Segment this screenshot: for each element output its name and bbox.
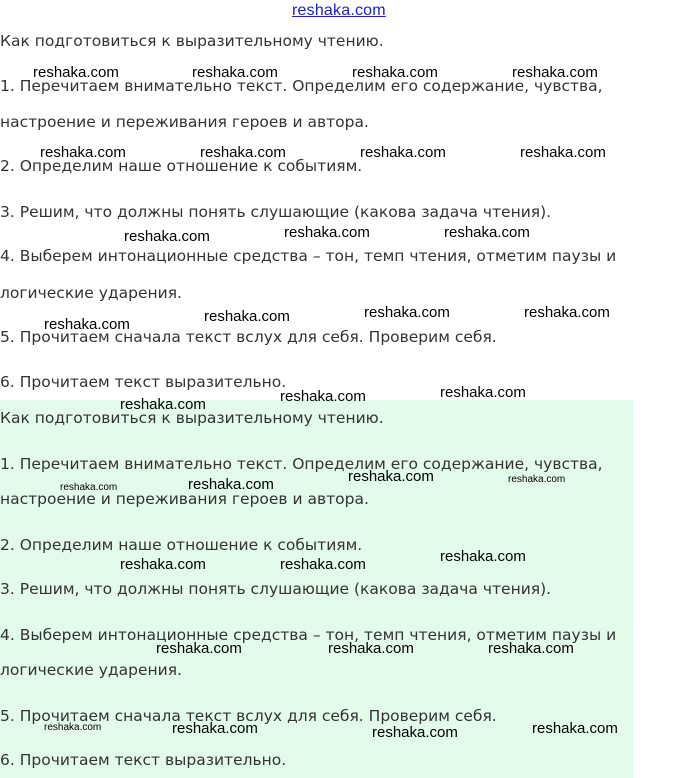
- step-line: 3. Решим, что должны понять слушающие (какова задача чтения).: [0, 580, 552, 598]
- watermark-text: reshaka.com: [44, 722, 102, 733]
- watermark-text: reshaka.com: [192, 64, 278, 81]
- watermark-text: reshaka.com: [60, 482, 118, 493]
- watermark-text: reshaka.com: [44, 316, 130, 333]
- watermark-text: reshaka.com: [508, 474, 566, 485]
- watermark-text: reshaka.com: [488, 640, 574, 657]
- step-line: настроение и переживания героев и автора.: [0, 113, 369, 131]
- step-line: 6. Прочитаем текст выразительно.: [0, 373, 287, 391]
- watermark-text: reshaka.com: [360, 144, 446, 161]
- watermark-text: reshaka.com: [40, 144, 126, 161]
- watermark-text: reshaka.com: [156, 640, 242, 657]
- watermark-text: reshaka.com: [284, 224, 370, 241]
- step-line: настроение и переживания героев и автора.: [0, 490, 369, 508]
- watermark-text: reshaka.com: [280, 388, 366, 405]
- watermark-text: reshaka.com: [204, 308, 290, 325]
- step-line: логические ударения.: [0, 661, 182, 679]
- step-line: 5. Прочитаем сначала текст вслух для себя. Проверим себя.: [0, 707, 497, 725]
- watermark-text: reshaka.com: [532, 720, 618, 737]
- site-link[interactable]: reshaka.com: [292, 2, 386, 19]
- block-title: Как подготовиться к выразительному чтению.: [0, 32, 384, 50]
- watermark-text: reshaka.com: [372, 724, 458, 741]
- step-line: 2. Определим наше отношение к событиям.: [0, 157, 363, 175]
- block-title: Как подготовиться к выразительному чтению.: [0, 409, 384, 427]
- watermark-text: reshaka.com: [328, 640, 414, 657]
- watermark-text: reshaka.com: [440, 548, 526, 565]
- watermark-text: reshaka.com: [520, 144, 606, 161]
- step-line: 2. Определим наше отношение к событиям.: [0, 536, 363, 554]
- step-line: 3. Решим, что должны понять слушающие (какова задача чтения).: [0, 203, 552, 221]
- watermark-text: reshaka.com: [352, 64, 438, 81]
- step-line: логические ударения.: [0, 284, 182, 302]
- watermark-text: reshaka.com: [280, 556, 366, 573]
- watermark-text: reshaka.com: [33, 64, 119, 81]
- watermark-text: reshaka.com: [120, 556, 206, 573]
- step-line: 1. Перечитаем внимательно текст. Определим его содержание, чувства,: [0, 455, 603, 473]
- watermark-text: reshaka.com: [364, 304, 450, 321]
- watermark-text: reshaka.com: [124, 228, 210, 245]
- watermark-text: reshaka.com: [524, 304, 610, 321]
- watermark-text: reshaka.com: [348, 468, 434, 485]
- watermark-text: reshaka.com: [172, 720, 258, 737]
- step-line: 6. Прочитаем текст выразительно.: [0, 751, 287, 769]
- watermark-text: reshaka.com: [200, 144, 286, 161]
- watermark-text: reshaka.com: [188, 476, 274, 493]
- step-line: 1. Перечитаем внимательно текст. Определим его содержание, чувства,: [0, 77, 603, 95]
- watermark-text: reshaka.com: [512, 64, 598, 81]
- watermark-text: reshaka.com: [440, 384, 526, 401]
- step-line: 5. Прочитаем сначала текст вслух для себя. Проверим себя.: [0, 328, 497, 346]
- watermark-text: reshaka.com: [444, 224, 530, 241]
- watermark-text: reshaka.com: [120, 396, 206, 413]
- step-line: 4. Выберем интонационные средства – тон, темп чтения, отметим паузы и: [0, 247, 617, 265]
- step-line: 4. Выберем интонационные средства – тон, темп чтения, отметим паузы и: [0, 626, 617, 644]
